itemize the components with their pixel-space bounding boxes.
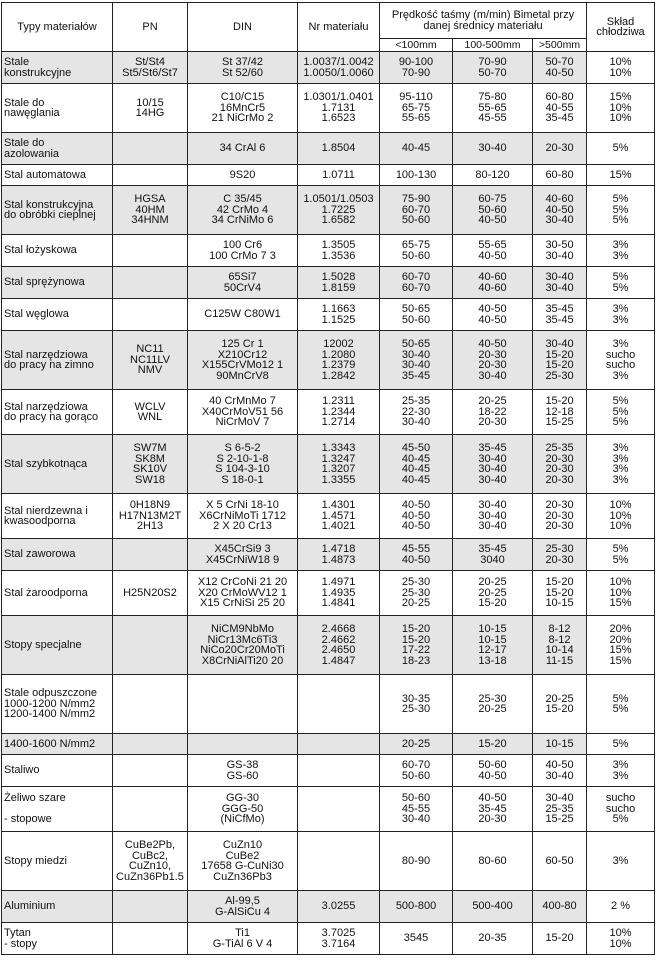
cell-coolant: 10% 10% 10%	[587, 494, 655, 539]
cell-speed-100-500: 40-50 40-50	[453, 299, 533, 331]
cell-speed-lt100: 60-70 50-60	[380, 755, 453, 787]
cell-coolant: 3% sucho sucho 3%	[587, 331, 655, 390]
cell-type: Stale konstrukcyjne	[2, 52, 113, 84]
cell-pn: 10/15 14HG	[113, 84, 188, 133]
cell-coolant: 3% 3%	[587, 299, 655, 331]
table-row	[2, 832, 655, 891]
cell-type: Aluminium	[2, 891, 113, 923]
cell-pn: SW7M SK8M SK10V SW18	[113, 435, 188, 494]
header-pn: PN	[113, 3, 188, 52]
cell-coolant: 5% 5% 5%	[587, 390, 655, 435]
cell-pn	[113, 787, 188, 832]
cell-type: Stal konstrukcyjna do obróbki cieplnej	[2, 186, 113, 235]
cell-din: 9S20	[188, 165, 298, 186]
cell-speed-100-500: 40-50 20-30 20-30 30-40	[453, 331, 533, 390]
header-din: DIN	[188, 3, 298, 52]
cell-type: Stal narzędziowa do pracy na gorąco	[2, 390, 113, 435]
cell-speed-lt100: 3545	[380, 923, 453, 955]
cell-coolant: 10% 10% 15%	[587, 571, 655, 616]
cell-nr: 1.4301 1.4571 1.4021	[298, 494, 380, 539]
cell-speed-lt100: 95-110 65-75 55-65	[380, 84, 453, 133]
cell-din: GG-30 GGG-50 (NiCfMo)	[188, 787, 298, 832]
cell-speed-gt500: 60-80 40-55 35-45	[533, 84, 587, 133]
materials-table	[1, 2, 655, 955]
cell-din	[188, 675, 298, 734]
header-row	[2, 3, 655, 39]
cell-type: Stal automatowa	[2, 165, 113, 186]
cell-type: Stal węglowa	[2, 299, 113, 331]
cell-type: Stale odpuszczone 1000-1200 N/mm2 1200-1400 N/mm2	[2, 675, 113, 734]
cell-type: Stal szybkotnąca	[2, 435, 113, 494]
table-row	[2, 539, 655, 571]
cell-speed-gt500: 25-35 20-30 20-30 20-30	[533, 435, 587, 494]
cell-pn	[113, 616, 188, 675]
table-row	[2, 616, 655, 675]
cell-speed-100-500: 35-45 3040	[453, 539, 533, 571]
cell-speed-100-500: 75-80 55-65 45-55	[453, 84, 533, 133]
table-row	[2, 571, 655, 616]
cell-nr	[298, 755, 380, 787]
header-cool: Skład chłodziwa	[587, 3, 655, 52]
cell-pn: NC11 NC11LV NMV	[113, 331, 188, 390]
cell-coolant: 15%	[587, 165, 655, 186]
table-row	[2, 675, 655, 734]
cell-din: CuZn10 CuBe2 17658 G-CuNi30 CuZn36Pb3	[188, 832, 298, 891]
table-row	[2, 331, 655, 390]
cell-speed-gt500: 30-50 30-40	[533, 235, 587, 267]
cell-speed-lt100: 25-35 22-30 30-40	[380, 390, 453, 435]
cell-nr	[298, 675, 380, 734]
cell-speed-gt500: 20-30 20-30 20-30	[533, 494, 587, 539]
table-row	[2, 787, 655, 832]
cell-coolant: 5%	[587, 133, 655, 165]
cell-din	[188, 734, 298, 755]
cell-coolant: 2 %	[587, 891, 655, 923]
cell-speed-gt500: 50-70 40-50	[533, 52, 587, 84]
cell-speed-gt500: 35-45 35-45	[533, 299, 587, 331]
cell-speed-100-500: 10-15 10-15 12-17 13-18	[453, 616, 533, 675]
cell-speed-gt500: 15-20 12-18 15-25	[533, 390, 587, 435]
cell-coolant: 3% 3%	[587, 235, 655, 267]
cell-speed-lt100: 80-90	[380, 832, 453, 891]
cell-speed-gt500: 8-12 8-12 10-14 11-15	[533, 616, 587, 675]
cell-speed-gt500: 30-40 15-20 15-20 25-30	[533, 331, 587, 390]
cell-nr: 1.4718 1.4873	[298, 539, 380, 571]
cell-pn: CuBe2Pb, CuBc2, CuZn10, CuZn36Pb1.5	[113, 832, 188, 891]
cell-speed-gt500: 40-60 40-50 30-40	[533, 186, 587, 235]
table-row	[2, 267, 655, 299]
cell-speed-gt500: 10-15	[533, 734, 587, 755]
cell-speed-lt100: 500-800	[380, 891, 453, 923]
cell-pn: H25N20S2	[113, 571, 188, 616]
cell-speed-100-500: 35-45 30-40 30-40 30-40	[453, 435, 533, 494]
cell-speed-lt100: 90-100 70-90	[380, 52, 453, 84]
cell-nr: 1.0037/1.0042 1.0050/1.0060	[298, 52, 380, 84]
cell-nr	[298, 734, 380, 755]
table-row	[2, 923, 655, 955]
cell-nr	[298, 787, 380, 832]
cell-pn	[113, 165, 188, 186]
cell-speed-gt500: 15-20	[533, 923, 587, 955]
cell-speed-gt500: 400-80	[533, 891, 587, 923]
cell-pn	[113, 267, 188, 299]
cell-nr: 1.3343 1.3247 1.3207 1.3355	[298, 435, 380, 494]
cell-coolant: 3% 3% 3% 3%	[587, 435, 655, 494]
table-row	[2, 165, 655, 186]
cell-coolant: 10% 10%	[587, 923, 655, 955]
cell-type: Stal sprężynowa	[2, 267, 113, 299]
cell-speed-lt100: 40-45	[380, 133, 453, 165]
cell-nr: 2.4668 2.4662 2.4650 1.4847	[298, 616, 380, 675]
cell-speed-lt100: 40-50 40-50 40-50	[380, 494, 453, 539]
cell-nr: 1.0501/1.0503 1.7225 1.6582	[298, 186, 380, 235]
cell-speed-gt500: 60-80	[533, 165, 587, 186]
cell-type: Staliwo	[2, 755, 113, 787]
cell-speed-gt500: 20-25 15-20	[533, 675, 587, 734]
cell-pn: St/St4 St5/St6/St7	[113, 52, 188, 84]
cell-speed-lt100: 15-20 15-20 17-22 18-23	[380, 616, 453, 675]
cell-type: Stopy specjalne	[2, 616, 113, 675]
cell-speed-gt500: 25-30 20-30	[533, 539, 587, 571]
cell-speed-100-500: 70-90 50-70	[453, 52, 533, 84]
cell-speed-100-500: 80-60	[453, 832, 533, 891]
cell-nr: 3.7025 3.7164	[298, 923, 380, 955]
cell-din: X12 CrCoNi 21 20 X20 CrMoWV12 1 X15 CrNiSi 25 20	[188, 571, 298, 616]
cell-pn	[113, 299, 188, 331]
cell-speed-100-500: 60-75 50-60 40-50	[453, 186, 533, 235]
cell-speed-lt100: 100-130	[380, 165, 453, 186]
cell-din: Al-99,5 G-AlSiCu 4	[188, 891, 298, 923]
header-sub-lt100: <100mm	[380, 39, 453, 52]
cell-speed-100-500: 30-40	[453, 133, 533, 165]
cell-coolant: 5% 5%	[587, 675, 655, 734]
cell-coolant: 5%	[587, 734, 655, 755]
header-nr: Nr materiału	[298, 3, 380, 52]
cell-din: GS-38 GS-60	[188, 755, 298, 787]
cell-pn: 0H18N9 H17N13M2T 2H13	[113, 494, 188, 539]
cell-coolant: sucho sucho 5%	[587, 787, 655, 832]
table-row	[2, 84, 655, 133]
cell-nr: 1.5028 1.8159	[298, 267, 380, 299]
cell-speed-100-500: 50-60 40-50	[453, 755, 533, 787]
cell-type: Stal łożyskowa	[2, 235, 113, 267]
cell-pn	[113, 539, 188, 571]
cell-din: St 37/42 St 52/60	[188, 52, 298, 84]
cell-speed-gt500: 60-50	[533, 832, 587, 891]
cell-speed-100-500: 40-50 35-45 20-30	[453, 787, 533, 832]
cell-nr: 1.1663 1.1525	[298, 299, 380, 331]
table-row	[2, 235, 655, 267]
cell-pn	[113, 235, 188, 267]
header-speed: Prędkość taśmy (m/min) Bimetal przy danej średnicy materiału	[380, 3, 587, 39]
cell-speed-gt500: 30-40 25-35 15-25	[533, 787, 587, 832]
cell-speed-gt500: 30-40 30-40	[533, 267, 587, 299]
cell-type: Stal narzędziowa do pracy na zimno	[2, 331, 113, 390]
cell-speed-100-500: 20-35	[453, 923, 533, 955]
header-sub-gt500: >500mm	[533, 39, 587, 52]
cell-coolant: 3% 3%	[587, 755, 655, 787]
cell-pn	[113, 755, 188, 787]
table-row	[2, 133, 655, 165]
cell-nr: 1.0301/1.0401 1.7131 1.6523	[298, 84, 380, 133]
cell-speed-lt100: 60-70 60-70	[380, 267, 453, 299]
cell-speed-100-500: 20-25 18-22 20-30	[453, 390, 533, 435]
cell-coolant: 10% 10%	[587, 52, 655, 84]
cell-pn: WCLV WNL	[113, 390, 188, 435]
table-row	[2, 891, 655, 923]
cell-pn	[113, 923, 188, 955]
cell-din: C 35/45 42 CrMo 4 34 CrNiMo 6	[188, 186, 298, 235]
cell-din: X45CrSi9 3 X45CrNiW18 9	[188, 539, 298, 571]
cell-speed-100-500: 80-120	[453, 165, 533, 186]
cell-din: Ti1 G-TiAl 6 V 4	[188, 923, 298, 955]
cell-pn: HGSA 40HM 34HNM	[113, 186, 188, 235]
cell-din: C10/C15 16MnCr5 21 NiCrMo 2	[188, 84, 298, 133]
cell-speed-100-500: 25-30 20-25	[453, 675, 533, 734]
cell-type: Stal nierdzewna i kwasoodporna	[2, 494, 113, 539]
cell-type: Stal żaroodporna	[2, 571, 113, 616]
cell-speed-lt100: 50-65 50-60	[380, 299, 453, 331]
cell-coolant: 3%	[587, 832, 655, 891]
cell-speed-lt100: 25-30 25-30 20-25	[380, 571, 453, 616]
cell-nr: 1.0711	[298, 165, 380, 186]
cell-nr: 3.0255	[298, 891, 380, 923]
cell-speed-100-500: 40-60 40-60	[453, 267, 533, 299]
header-sub-100-500: 100-500mm	[453, 39, 533, 52]
cell-coolant: 5% 5%	[587, 539, 655, 571]
cell-type: Tytan - stopy	[2, 923, 113, 955]
cell-pn	[113, 891, 188, 923]
cell-speed-lt100: 50-65 30-40 30-40 35-45	[380, 331, 453, 390]
table-body	[2, 52, 655, 955]
table-row	[2, 390, 655, 435]
table-row	[2, 435, 655, 494]
cell-speed-lt100: 75-90 60-70 50-60	[380, 186, 453, 235]
table-row	[2, 755, 655, 787]
cell-nr: 1.4971 1.4935 1.4841	[298, 571, 380, 616]
cell-nr	[298, 832, 380, 891]
cell-nr: 1.3505 1.3536	[298, 235, 380, 267]
cell-speed-100-500: 500-400	[453, 891, 533, 923]
cell-speed-lt100: 45-55 40-50	[380, 539, 453, 571]
cell-speed-gt500: 40-50 30-40	[533, 755, 587, 787]
cell-speed-100-500: 55-65 40-50	[453, 235, 533, 267]
cell-din: 40 CrMnMo 7 X40CrMoV51 56 NiCrMoV 7	[188, 390, 298, 435]
cell-type: Stale do nawęglania	[2, 84, 113, 133]
table-row	[2, 52, 655, 84]
cell-type: Żeliwo szare - stopowe	[2, 787, 113, 832]
cell-din: C125W C80W1	[188, 299, 298, 331]
cell-pn	[113, 133, 188, 165]
cell-din: X 5 CrNi 18-10 X6CrNiMoTi 1712 2 X 20 Cr13	[188, 494, 298, 539]
table-row	[2, 299, 655, 331]
cell-speed-lt100: 50-60 45-55 30-40	[380, 787, 453, 832]
header-type: Typy materiałów	[2, 3, 113, 52]
table-row	[2, 494, 655, 539]
cell-pn	[113, 734, 188, 755]
cell-din: 65Si7 50CrV4	[188, 267, 298, 299]
cell-coolant: 5% 5%	[587, 267, 655, 299]
cell-pn	[113, 675, 188, 734]
cell-speed-lt100: 20-25	[380, 734, 453, 755]
cell-type: 1400-1600 N/mm2	[2, 734, 113, 755]
cell-coolant: 5% 5% 5%	[587, 186, 655, 235]
cell-speed-100-500: 15-20	[453, 734, 533, 755]
cell-nr: 1.8504	[298, 133, 380, 165]
cell-din: NiCM9NbMo NiCr13Mc6Ti3 NiCo20Cr20MoTi X8CrNiAlTi20 20	[188, 616, 298, 675]
table-row	[2, 186, 655, 235]
cell-coolant: 15% 10% 10%	[587, 84, 655, 133]
cell-coolant: 20% 20% 15% 15%	[587, 616, 655, 675]
cell-type: Stal zaworowa	[2, 539, 113, 571]
cell-speed-gt500: 15-20 15-20 10-15	[533, 571, 587, 616]
cell-speed-gt500: 20-30	[533, 133, 587, 165]
cell-speed-lt100: 65-75 50-60	[380, 235, 453, 267]
cell-nr: 12002 1.2080 1.2379 1.2842	[298, 331, 380, 390]
table-row	[2, 734, 655, 755]
cell-speed-lt100: 45-50 40-45 40-45 40-45	[380, 435, 453, 494]
cell-type: Stopy miedzi	[2, 832, 113, 891]
cell-type: Stale do azolowania	[2, 133, 113, 165]
cell-speed-100-500: 30-40 30-40 30-40	[453, 494, 533, 539]
cell-nr: 1.2311 1.2344 1.2714	[298, 390, 380, 435]
cell-speed-lt100: 30-35 25-30	[380, 675, 453, 734]
cell-din: 100 Cr6 100 CrMo 7 3	[188, 235, 298, 267]
cell-din: 125 Cr 1 X210Cr12 X155CrVMo12 1 90MnCrV8	[188, 331, 298, 390]
cell-din: S 6-5-2 S 2-10-1-8 S 104-3-10 S 18-0-1	[188, 435, 298, 494]
cell-din: 34 CrAl 6	[188, 133, 298, 165]
cell-speed-100-500: 20-25 20-25 15-20	[453, 571, 533, 616]
